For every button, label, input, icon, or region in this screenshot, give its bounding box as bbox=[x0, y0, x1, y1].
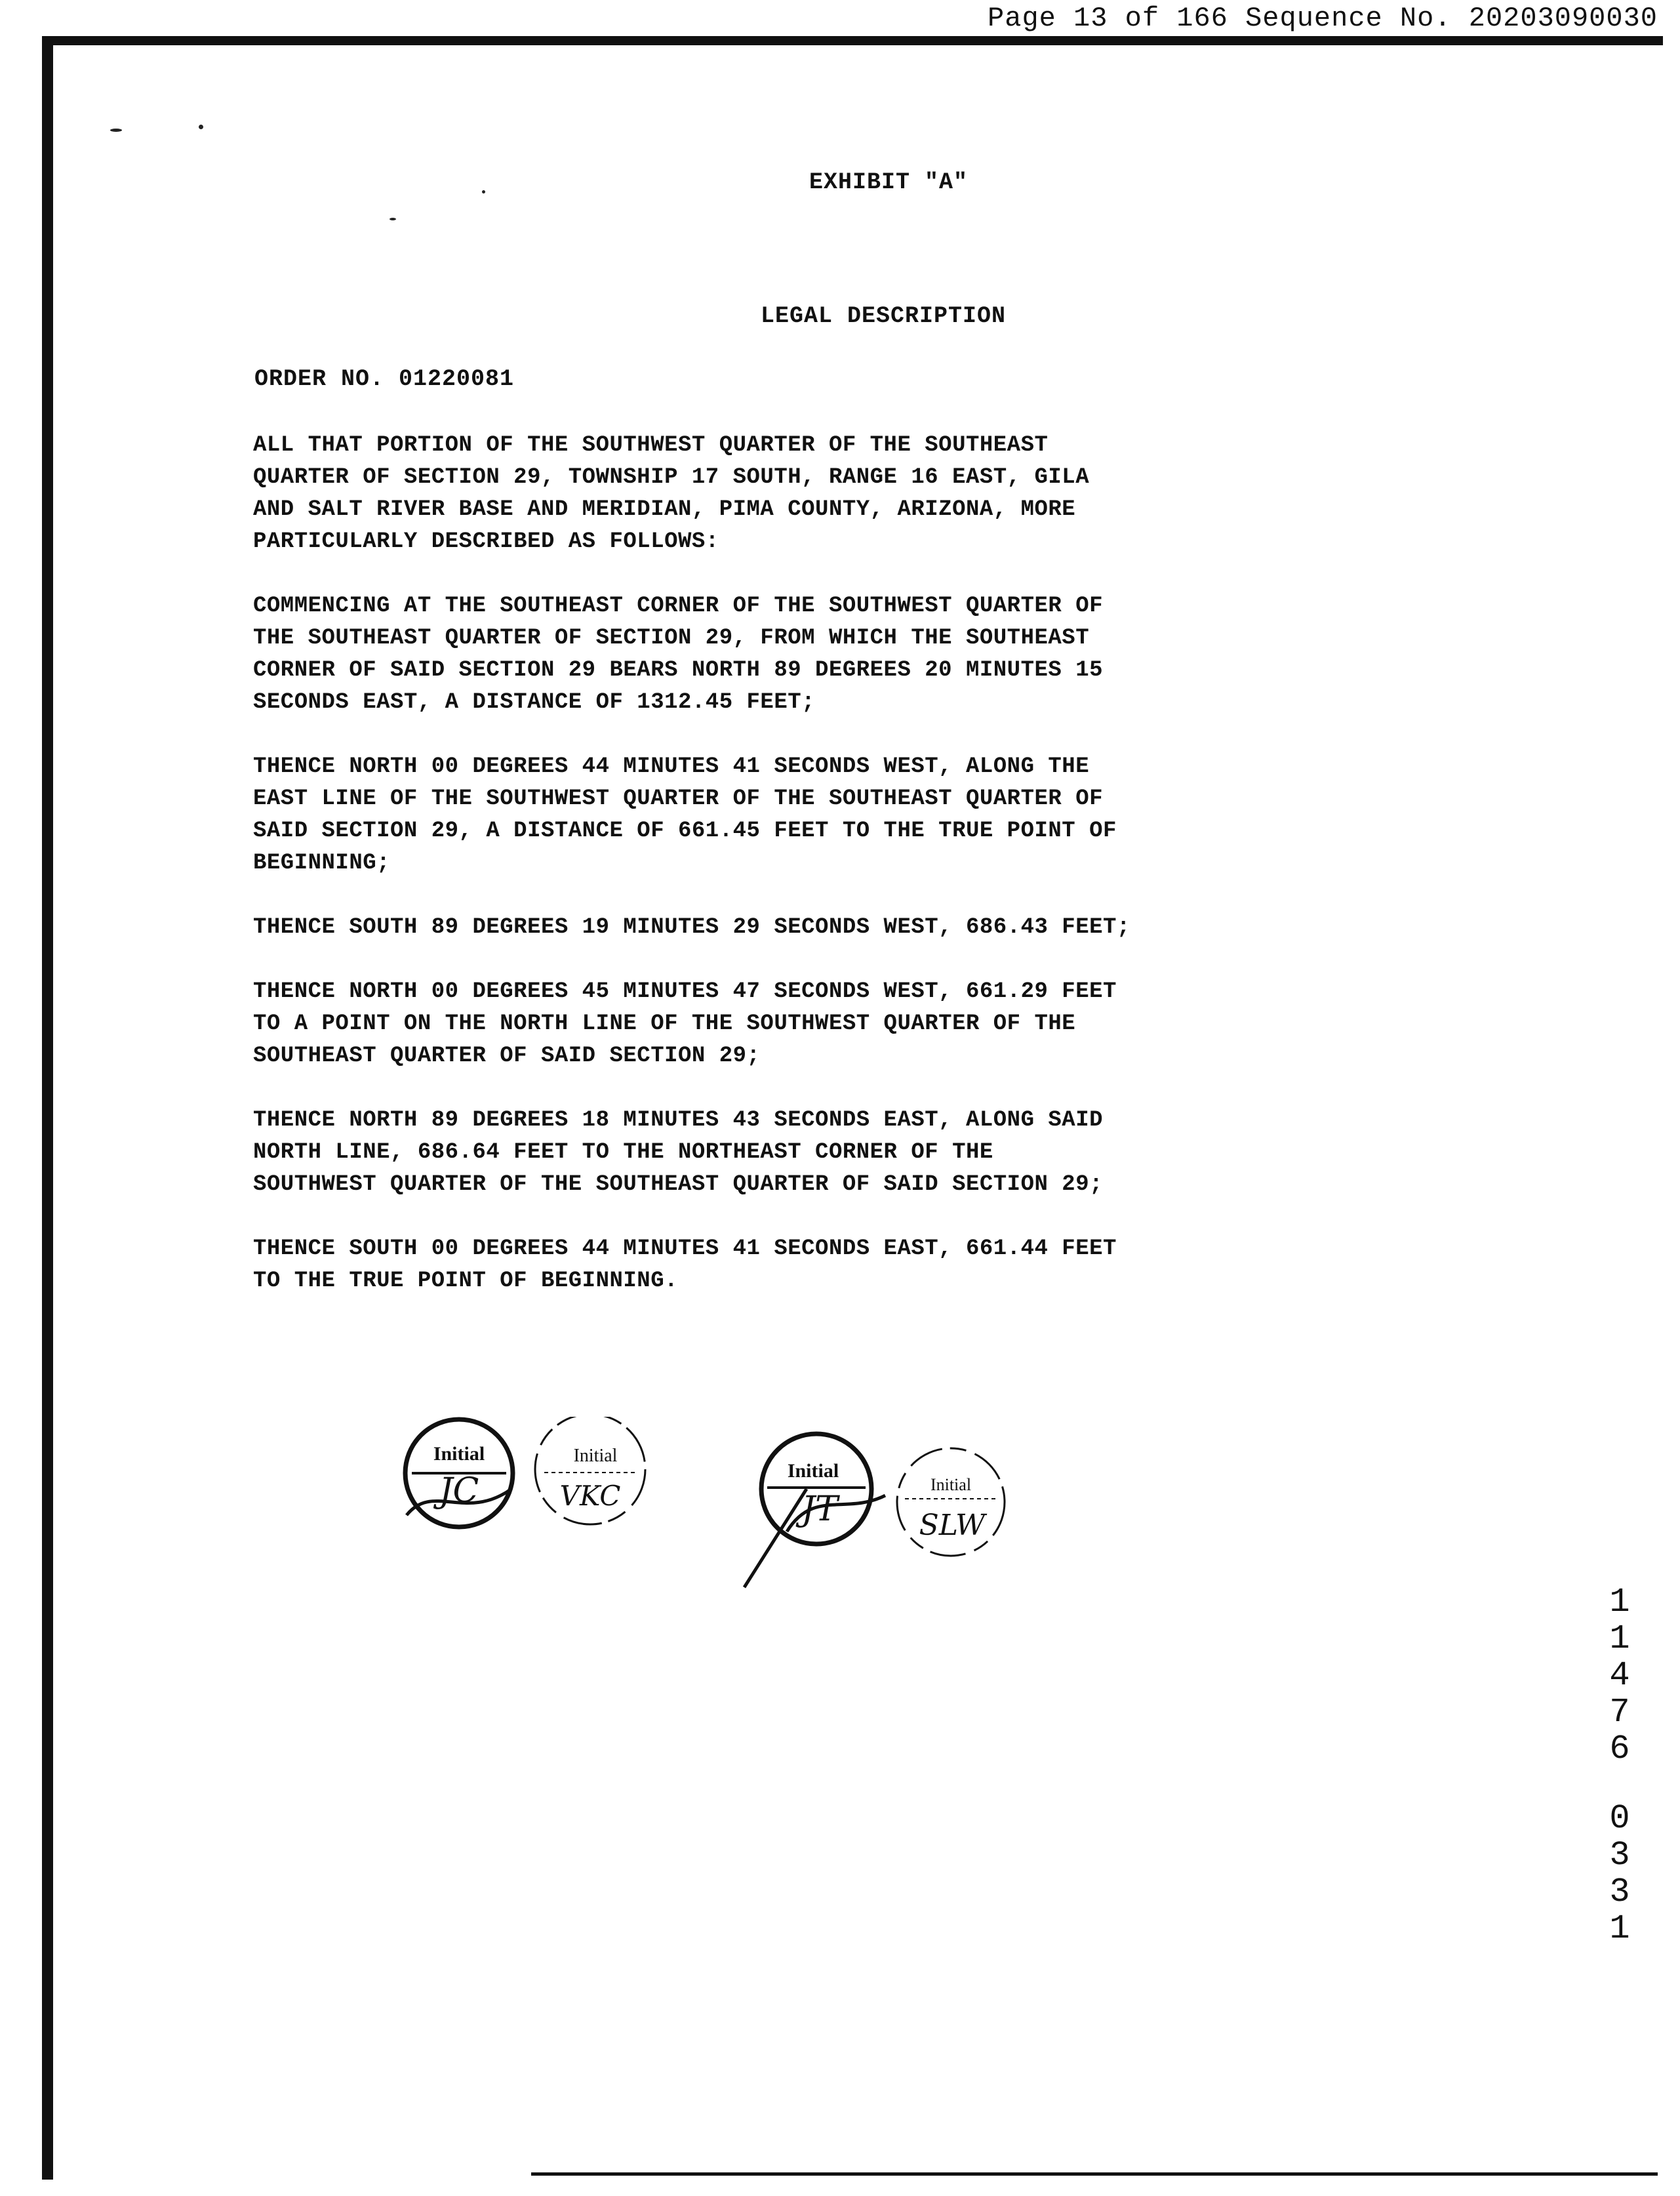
text-line: THENCE NORTH 89 DEGREES 18 MINUTES 43 SECONDS EAST, ALONG SAID bbox=[253, 1108, 1104, 1133]
scan-speck bbox=[199, 125, 203, 129]
side-digit: 1 bbox=[1609, 1619, 1630, 1658]
text-line: SAID SECTION 29, A DISTANCE OF 661.45 FEET TO THE TRUE POINT OF bbox=[253, 819, 1117, 844]
scan-speck bbox=[110, 129, 122, 132]
side-number-gap bbox=[1600, 1768, 1639, 1800]
text-line: COMMENCING AT THE SOUTHEAST CORNER OF THE SOUTHWEST QUARTER OF bbox=[253, 594, 1104, 619]
text-line: THENCE NORTH 00 DEGREES 45 MINUTES 47 SECONDS WEST, 661.29 FEET bbox=[253, 979, 1117, 1004]
paragraph bbox=[253, 1233, 1315, 1297]
stamp-label: Initial bbox=[930, 1475, 972, 1494]
stamp-initials: SLW bbox=[919, 1509, 986, 1542]
legal-description-body bbox=[253, 430, 1315, 1330]
exhibit-title: EXHIBIT "A" bbox=[809, 169, 969, 195]
side-digit: 6 bbox=[1609, 1730, 1630, 1768]
initial-stamp bbox=[897, 1448, 1005, 1556]
side-digit: 3 bbox=[1609, 1836, 1630, 1875]
text-line: QUARTER OF SECTION 29, TOWNSHIP 17 SOUTH, RANGE 16 EAST, GILA bbox=[253, 465, 1090, 490]
side-digit: 4 bbox=[1609, 1656, 1630, 1695]
side-digit: 3 bbox=[1609, 1873, 1630, 1911]
text-line: SOUTHEAST QUARTER OF SAID SECTION 29; bbox=[253, 1044, 761, 1068]
left-border-rule bbox=[42, 36, 53, 2180]
paragraph bbox=[253, 976, 1315, 1072]
text-line: BEGINNING; bbox=[253, 851, 391, 876]
stamp-initials: VKC bbox=[559, 1480, 621, 1512]
paragraph bbox=[253, 751, 1315, 880]
paragraph bbox=[253, 912, 1315, 944]
text-line: THE SOUTHEAST QUARTER OF SECTION 29, FROM WHICH THE SOUTHEAST bbox=[253, 626, 1090, 651]
side-digit: 7 bbox=[1609, 1693, 1630, 1732]
text-line: THENCE SOUTH 89 DEGREES 19 MINUTES 29 SECONDS WEST, 686.43 FEET; bbox=[253, 915, 1130, 940]
initial-stamp bbox=[744, 1434, 885, 1587]
stamp-initials: JT bbox=[801, 1490, 838, 1529]
text-line: PARTICULARLY DESCRIBED AS FOLLOWS: bbox=[253, 529, 719, 554]
initial-stamps bbox=[387, 1417, 1069, 1614]
text-line: ALL THAT PORTION OF THE SOUTHWEST QUARTER OF THE SOUTHEAST bbox=[253, 433, 1049, 458]
text-line: EAST LINE OF THE SOUTHWEST QUARTER OF THE SOUTHEAST QUARTER OF bbox=[253, 786, 1104, 811]
text-line: THENCE NORTH 00 DEGREES 44 MINUTES 41 SECONDS WEST, ALONG THE bbox=[253, 754, 1090, 779]
initial-stamp bbox=[535, 1417, 645, 1524]
paragraph bbox=[253, 1105, 1315, 1201]
bottom-border-rule bbox=[531, 2172, 1658, 2176]
initial-stamp bbox=[405, 1419, 513, 1527]
side-digit: 0 bbox=[1609, 1799, 1630, 1838]
text-line: CORNER OF SAID SECTION 29 BEARS NORTH 89 DEGREES 20 MINUTES 15 bbox=[253, 658, 1104, 683]
text-line: TO THE TRUE POINT OF BEGINNING. bbox=[253, 1269, 679, 1293]
order-number: ORDER NO. 01220081 bbox=[254, 366, 515, 392]
stamp-label: Initial bbox=[573, 1446, 618, 1466]
page-header: Page 13 of 166 Sequence No. 20203090030 bbox=[988, 3, 1658, 34]
top-border-rule bbox=[42, 36, 1663, 45]
paragraph bbox=[253, 430, 1315, 558]
side-digit: 1 bbox=[1609, 1909, 1630, 1948]
scan-speck bbox=[482, 190, 485, 193]
stamp-initials: JC bbox=[439, 1471, 479, 1511]
text-line: AND SALT RIVER BASE AND MERIDIAN, PIMA COUNTY, ARIZONA, MORE bbox=[253, 497, 1076, 522]
scan-speck bbox=[390, 218, 396, 220]
text-line: NORTH LINE, 686.64 FEET TO THE NORTHEAST CORNER OF THE bbox=[253, 1140, 993, 1165]
paragraph bbox=[253, 590, 1315, 719]
stamp-label: Initial bbox=[433, 1443, 485, 1465]
side-record-number bbox=[1600, 1584, 1639, 1947]
text-line: TO A POINT ON THE NORTH LINE OF THE SOUTHWEST QUARTER OF THE bbox=[253, 1011, 1076, 1036]
text-line: THENCE SOUTH 00 DEGREES 44 MINUTES 41 SECONDS EAST, 661.44 FEET bbox=[253, 1236, 1117, 1261]
stamp-label: Initial bbox=[787, 1460, 839, 1482]
side-digit: 1 bbox=[1609, 1583, 1630, 1621]
text-line: SECONDS EAST, A DISTANCE OF 1312.45 FEET; bbox=[253, 690, 816, 715]
legal-description-heading: LEGAL DESCRIPTION bbox=[761, 303, 1007, 329]
text-line: SOUTHWEST QUARTER OF THE SOUTHEAST QUARTER OF SAID SECTION 29; bbox=[253, 1172, 1104, 1197]
